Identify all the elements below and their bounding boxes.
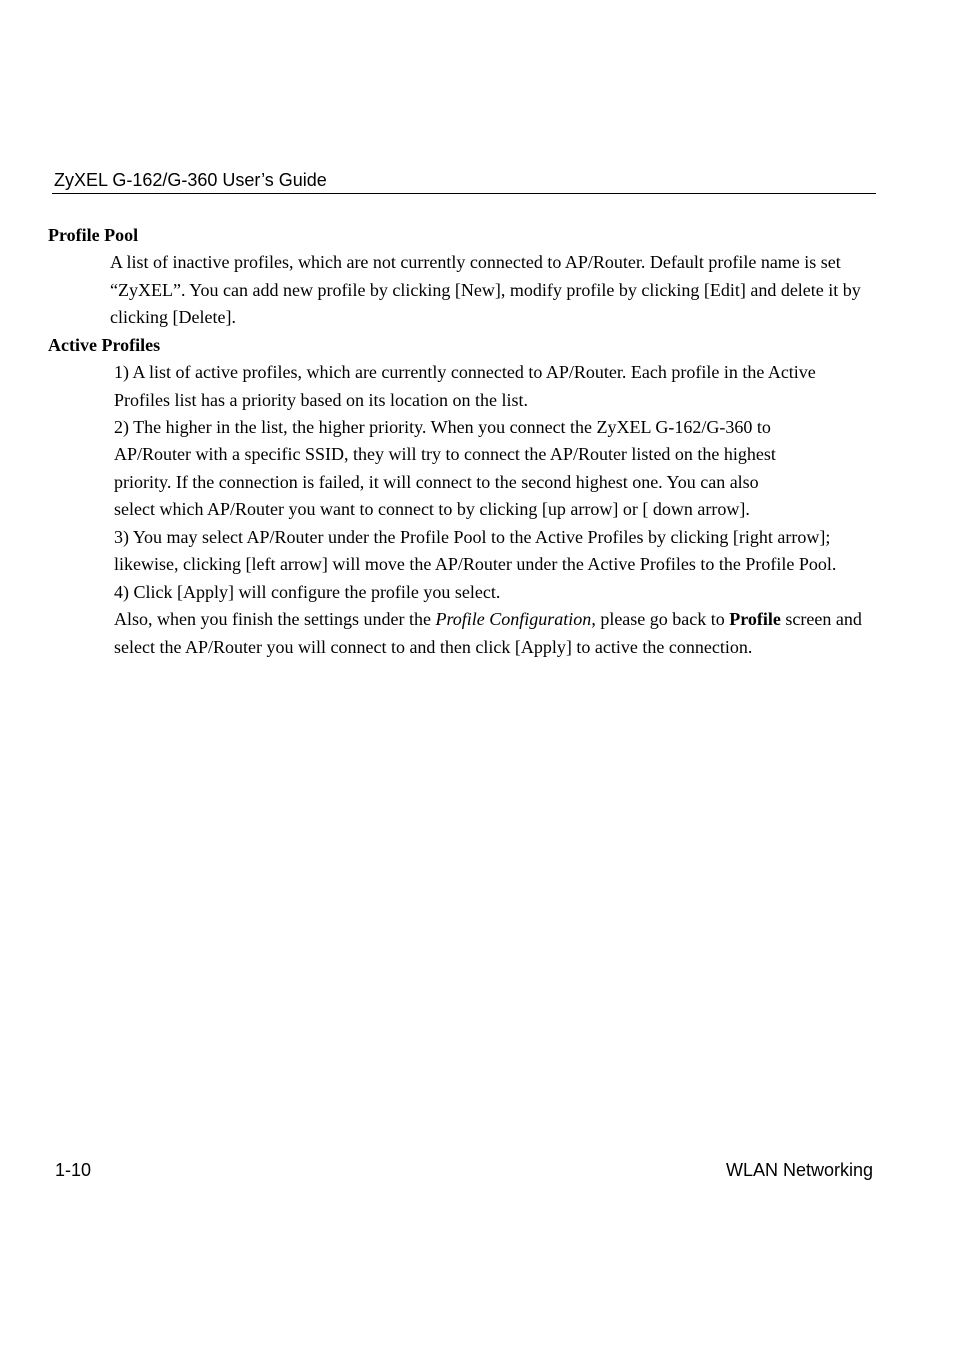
active-profiles-line-9: 4) Click [Apply] will configure the profile you select. — [114, 582, 501, 602]
active-profiles-line-3: 2) The higher in the list, the higher priority. When you connect the ZyXEL G-162/G-360 to — [114, 417, 771, 437]
footer-page-number: 1-10 — [55, 1160, 92, 1180]
footer-section-name: WLAN Networking — [725, 1160, 873, 1180]
header-divider — [52, 193, 876, 194]
profile-pool-line-3: clicking [Delete]. — [110, 307, 236, 327]
also-text-middle: , please go back to — [591, 609, 730, 629]
active-profiles-line-7: 3) You may select AP/Router under the Profile Pool to the Active Profiles by clicking [right arrow]; — [114, 527, 831, 547]
active-profiles-line-6: select which AP/Router you want to connect to by clicking [up arrow] or [ down arrow]. — [114, 499, 750, 519]
profile-pool-line-2: “ZyXEL”. You can add new profile by clicking [New], modify profile by clicking [Edit] and delete it by — [110, 280, 861, 300]
profile-pool-line-1: A list of inactive profiles, which are not currently connected to AP/Router. Default profile name is set — [110, 252, 841, 272]
active-profiles-line-8: likewise, clicking [left arrow] will move the AP/Router under the Active Profiles to the Profile Pool. — [114, 554, 837, 574]
profile-pool-heading: Profile Pool — [48, 225, 139, 245]
active-profiles-line-1: 1) A list of active profiles, which are currently connected to AP/Router. Each profile in the Active — [114, 362, 816, 382]
active-profiles-line-2: Profiles list has a priority based on its location on the list. — [114, 390, 528, 410]
running-header-title: ZyXEL G-162/G-360 User’s Guide — [54, 170, 327, 190]
also-text-suffix: screen and — [780, 609, 862, 629]
profile-screen-name: Profile — [729, 609, 781, 629]
active-profiles-last-line: select the AP/Router you will connect to and then click [Apply] to active the connection. — [114, 637, 753, 657]
active-profiles-line-4: AP/Router with a specific SSID, they will try to connect the AP/Router listed on the highest — [114, 444, 776, 464]
active-profiles-heading: Active Profiles — [48, 335, 161, 355]
also-text-prefix: Also, when you finish the settings under the — [114, 609, 436, 629]
active-profiles-also-line — [114, 608, 862, 630]
active-profiles-line-5: priority. If the connection is failed, it will connect to the second highest one. You can also — [114, 472, 759, 492]
profile-configuration-emphasis: Profile Configuration — [435, 609, 592, 629]
